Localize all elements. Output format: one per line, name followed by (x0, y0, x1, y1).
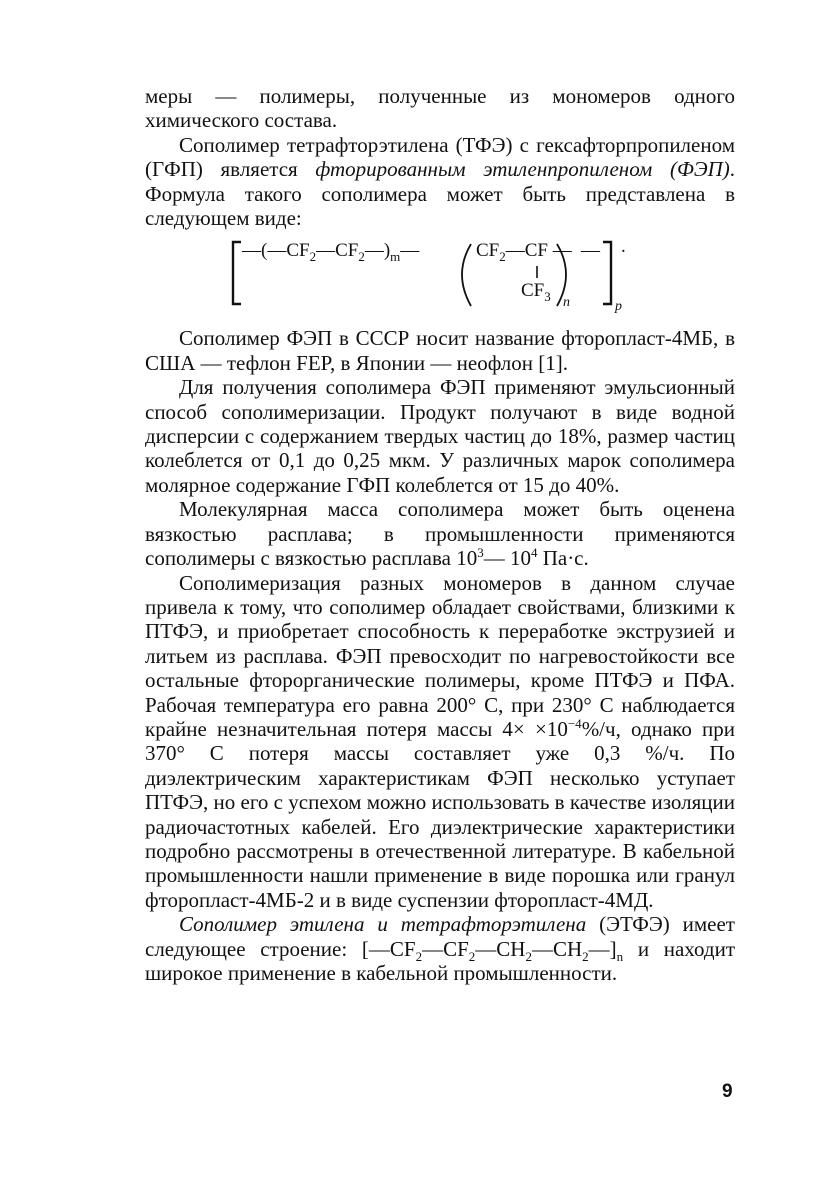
paragraph-7-text-b: —CF (422, 936, 469, 961)
paragraph-7-text-c: —CH (475, 936, 526, 961)
formula-cf3-branch: $CF_3$ (521, 280, 551, 305)
formula-subscript-p: p (615, 299, 622, 315)
paragraph-6-text-a: Сополимеризация разных мономеров в данном случае привела к тому, что сополимер обладает свойствами, близкими к ПТФЭ, и приобретает способность к переработке экструзией и литьем из расплава. ФЭП превосходит по нагревостойкости все остальные фторорганические полимеры, кроме ПТФЭ и ПФА. Рабочая температура его равна 200° С, при 230° С наблюдается крайне незначительная потеря массы 4× (145, 570, 735, 741)
paragraph-2-emphasis: фторированным этиленпропиленом (ФЭП) (315, 157, 730, 182)
paragraph-4-text: Для получения сополимера ФЭП применяют эмульсионный способ сополимеризации. Продукт получают в виде водной дисперсии с содержанием твердых частиц до 18%, размер частиц колеблется от 0,1 до 0,25 мкм. У различных марок сополимера молярное содержание ГФП колеблется от 15 до 40%. (145, 375, 735, 497)
left-square-bracket (233, 242, 241, 304)
page-body (145, 84, 735, 985)
paragraph-2-text-b: . Формула такого сополимера может быть представлена в следующем виде: (145, 157, 735, 231)
paragraph-6-sup: −4 (567, 715, 582, 731)
paragraph-5-text-b: — 10 (483, 546, 531, 571)
fep-structural-formula (145, 232, 735, 320)
left-round-paren (462, 244, 471, 306)
right-square-bracket (603, 242, 611, 304)
paragraph-3 (145, 326, 735, 375)
paragraph-7-sub-2: 2 (468, 948, 476, 964)
paragraph-7-text-d: —CH (531, 936, 583, 961)
page-number: 9 (722, 1081, 733, 1102)
paragraph-5-sup-2: 4 (530, 545, 538, 561)
paragraph-1 (145, 84, 735, 133)
formula-subscript-n: n (563, 295, 570, 311)
paragraph-7-text-f: и находит широкое применение в кабельной промышленности. (145, 936, 736, 985)
formula-dot: . (621, 236, 626, 258)
paragraph-2 (145, 133, 735, 231)
paragraph-7-sub-5: n (616, 948, 624, 964)
paragraph-7-text-e: —] (588, 936, 617, 961)
formula-trailing-bond: — (581, 240, 600, 262)
paragraph-7-emphasis: Сополимер этилена и тетрафторэтилена (179, 912, 587, 937)
paragraph-3-text: Сополимер ФЭП в СССР носит название фторопласт-4МБ, в США — тефлон FEP, в Японии — неофлон [1]. (145, 326, 735, 375)
paragraph-7-text-a: (ЭТФЭ) имеет следующее строение: [—CF (145, 912, 735, 961)
paragraph-6 (145, 571, 735, 913)
paragraph-4 (145, 375, 735, 497)
paragraph-5-text-a: Молекулярная масса сополимера может быть оценена вязкостью расплава; в промышленности применяются сополимеры с вязкостью расплава 10 (145, 497, 735, 571)
formula-main-chain: $—(—CF_2—CF_2—)_m—$ (242, 240, 420, 265)
paragraph-5 (145, 497, 735, 570)
paragraph-7-sub-4: 2 (582, 948, 589, 964)
paragraph-1-text: меры — полимеры, полученные из мономеров одного химического состава. (145, 84, 735, 133)
paragraph-6-text-c: %/ч, однако при 370° С потеря массы составляет уже 0,3 %/ч. По диэлектрическим характеристикам ФЭП несколько уступает ПТФЭ, но его с успехом можно использовать в качестве изоляции радиочастотных кабелей. Его диэлектрические характеристики подробно рассмотрены в отечественной литературе. В кабельной промышленности нашли применение в виде порошка или гранул фторопласт-4МБ-2 и в виде суспензии фторопласт-4МД. (145, 716, 736, 912)
paragraph-5-text-c: Па·с. (537, 546, 589, 571)
paragraph-2-text-a: Сополимер тетрафторэтилена (ТФЭ) с гексафторпропиленом (ГФП) является (145, 132, 735, 182)
paragraph-6-text-b: ×10 (535, 716, 568, 741)
paragraph-7 (145, 912, 735, 985)
paragraph-5-sup-1: 3 (477, 545, 484, 561)
paragraph-7-sub-1: 2 (415, 948, 423, 964)
formula-brackets (145, 232, 735, 320)
paragraph-7-sub-3: 2 (525, 948, 532, 964)
formula-hfp-unit: $CF_2—CF$ — (476, 240, 572, 265)
